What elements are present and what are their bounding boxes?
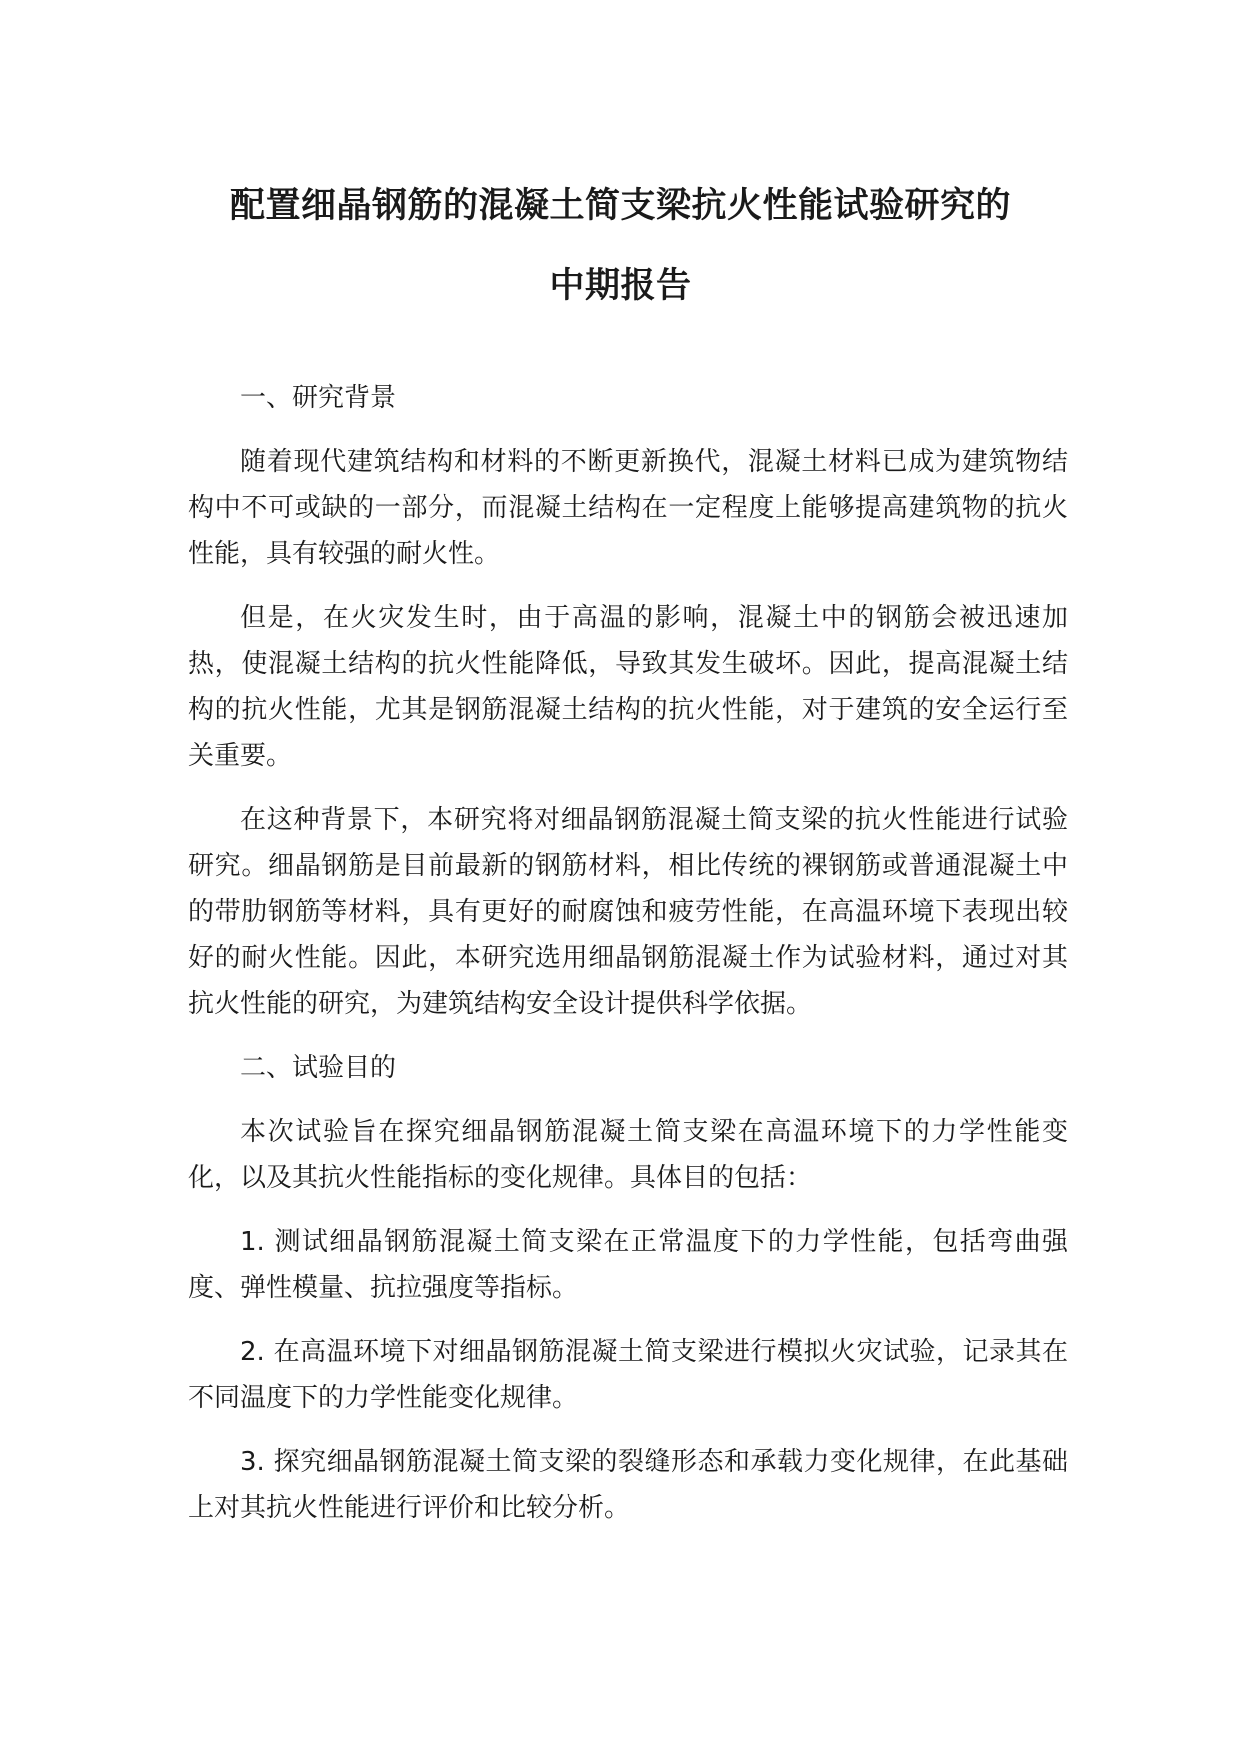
paragraph: 在这种背景下，本研究将对细晶钢筋混凝土简支梁的抗火性能进行试验研究。细晶钢筋是目前最新的钢筋材料，相比传统的裸钢筋或普通混凝土中的带肋钢筋等材料，具有更好的耐腐蚀和疲劳性能，在高温环境下表现出较好的耐火性能。因此，本研究选用细晶钢筋混凝土作为试验材料，通过对其抗火性能的研究，为建筑结构安全设计提供科学依据。 bbox=[188, 805, 1068, 1019]
section-heading-objectives: 二、试验目的 bbox=[240, 1053, 397, 1083]
section-heading-background: 一、研究背景 bbox=[240, 383, 397, 413]
paragraph: 本次试验旨在探究细晶钢筋混凝土简支梁在高温环境下的力学性能变化，以及其抗火性能指标的变化规律。具体目的包括： bbox=[188, 1117, 1068, 1193]
paragraph: 随着现代建筑结构和材料的不断更新换代，混凝土材料已成为建筑物结构中不可或缺的一部分，而混凝土结构在一定程度上能够提高建筑物的抗火性能，具有较强的耐火性。 bbox=[188, 447, 1068, 569]
document-title-line-1: 配置细晶钢筋的混凝土简支梁抗火性能试验研究的 bbox=[229, 186, 1011, 226]
document-title-line-2: 中期报告 bbox=[549, 266, 692, 306]
document-body bbox=[188, 375, 1068, 1531]
list-item: 1. 测试细晶钢筋混凝土简支梁在正常温度下的力学性能，包括弯曲强度、弹性模量、抗拉强度等指标。 bbox=[188, 1227, 1068, 1303]
paragraph: 但是，在火灾发生时，由于高温的影响，混凝土中的钢筋会被迅速加热，使混凝土结构的抗火性能降低，导致其发生破坏。因此，提高混凝土结构的抗火性能，尤其是钢筋混凝土结构的抗火性能，对于建筑的安全运行至关重要。 bbox=[188, 603, 1068, 771]
list-item: 2. 在高温环境下对细晶钢筋混凝土简支梁进行模拟火灾试验，记录其在不同温度下的力学性能变化规律。 bbox=[188, 1337, 1068, 1413]
list-item: 3. 探究细晶钢筋混凝土简支梁的裂缝形态和承载力变化规律，在此基础上对其抗火性能进行评价和比较分析。 bbox=[188, 1447, 1068, 1523]
